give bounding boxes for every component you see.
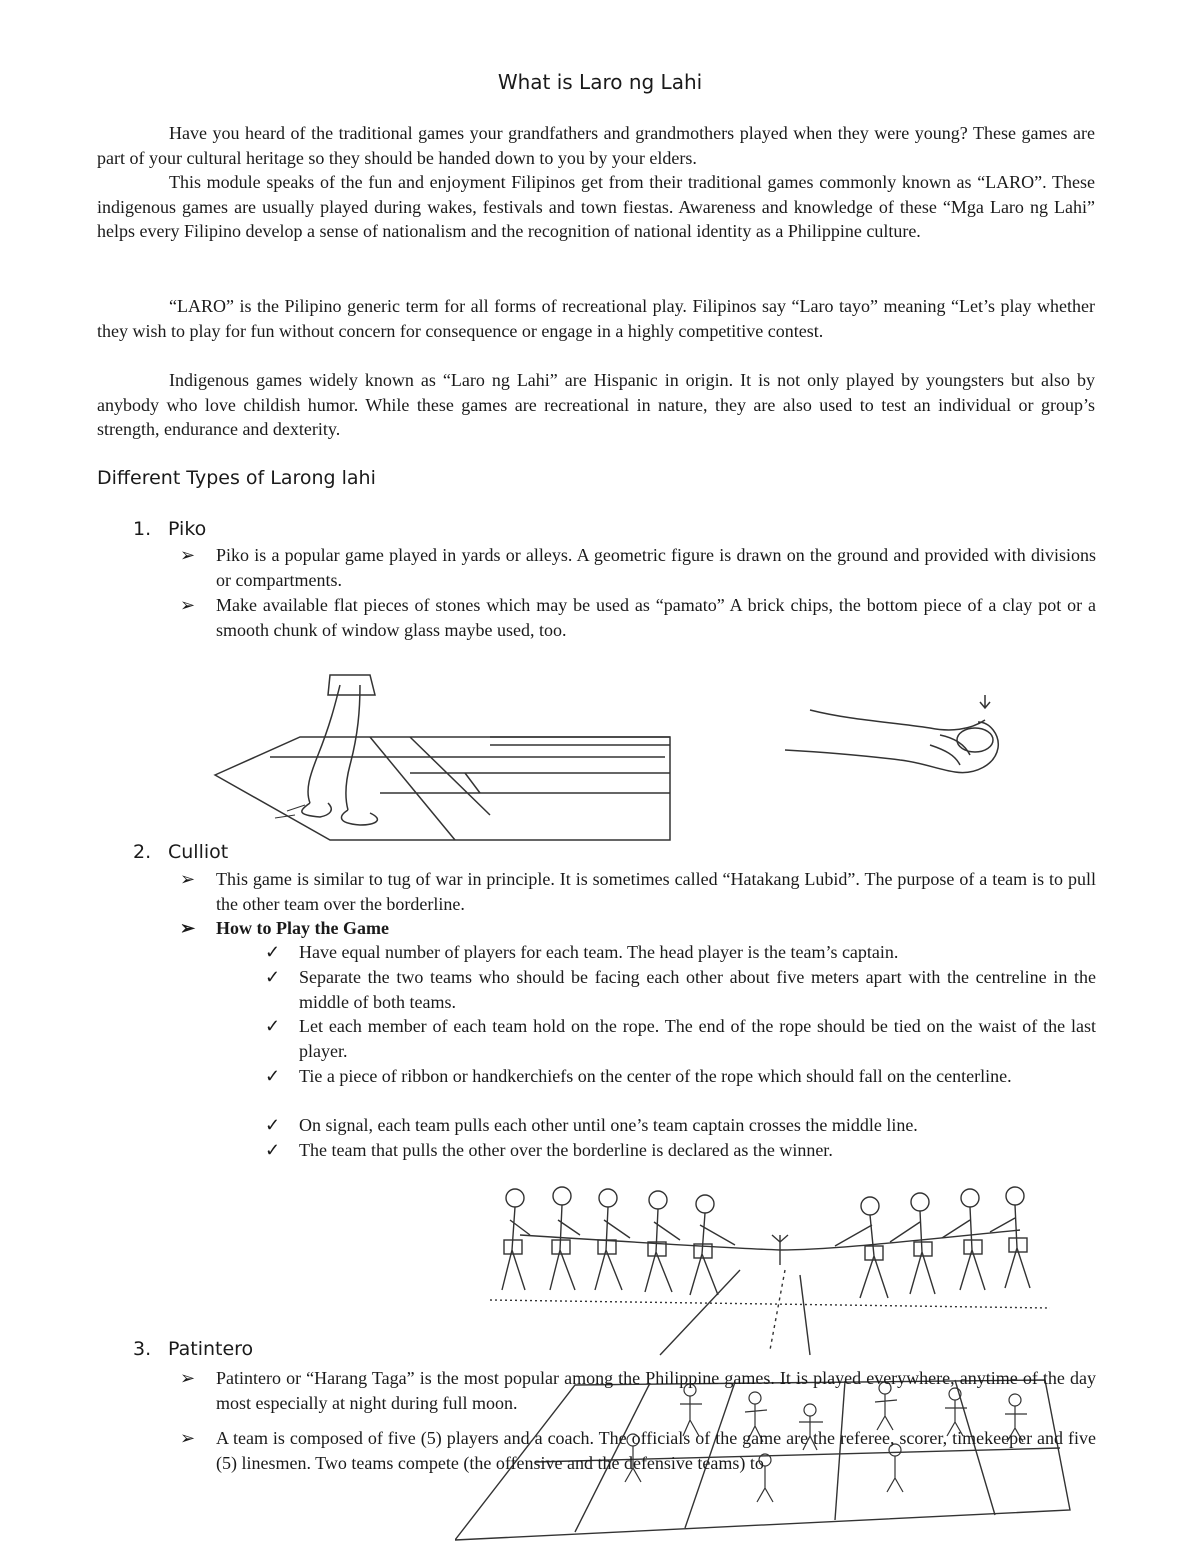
list-item: ✓ Tie a piece of ribbon or handkerchiefs on the center of the rope which should fall on the centerline. [299,1064,1096,1089]
checkmark-icon: ✓ [265,942,281,962]
game-number: 1. [133,518,152,540]
list-item: ➢ This game is similar to tug of war in principle. It is sometimes called “Hatakang Lubid”. The purpose of a team is to pull the other team over the borderline. [180,869,1096,914]
right-team [835,1187,1030,1298]
game-name: Piko [168,518,207,540]
game-number: 3. [133,1338,152,1360]
arrow-bullet-icon: ➢ [180,918,196,938]
list-item: ✓ Have equal number of players for each team. The head player is the team’s captain. [299,940,1096,965]
list-item: ✓ Let each member of each team hold on the rope. The end of the rope should be tied on the waist of the last player. [265,1016,1096,1061]
arrow-bullet-icon: ➢ [180,595,196,615]
list-item: ➢ Make available flat pieces of stones which may be used as “pamato” A brick chips, the bottom piece of a clay pot or a smooth chunk of window glass maybe used, too. [180,595,1096,640]
hand-stone-illustration [780,690,1080,840]
list-item: ✓ On signal, each team pulls each other until one’s team captain crosses the middle line. [299,1113,1096,1138]
list-item: ➢ A team is composed of five (5) players and a coach. The officials of the game are the referee, scorer, timekeeper and five (5) linesmen. Two teams compete (the offensive and the defensive teams) to [180,1428,1096,1473]
checkmark-icon: ✓ [265,1115,281,1135]
game-number: 2. [133,841,152,863]
arrow-bullet-icon: ➢ [180,1428,196,1448]
page-title: What is Laro ng Lahi [497,70,703,94]
piko-court-illustration [210,665,680,845]
intro-paragraph-2: This module speaks of the fun and enjoyment Filipinos get from their traditional games commonly known as “LARO”. These indigenous games are usually played during wakes, festivals and town fiestas. Awareness and knowledge of these “Mga Laro ng Lahi” helps every Filipino develop a sense of nationalism and the recognition of national identity as a Philippine culture. [97,172,1095,241]
checkmark-icon: ✓ [265,967,281,987]
how-to-play-heading: ➢ How to Play the Game [216,916,1096,941]
checkmark-icon: ✓ [265,1066,281,1086]
checkmark-icon: ✓ [265,1016,281,1036]
arrow-bullet-icon: ➢ [180,1368,196,1388]
checkmark-icon: ✓ [265,1140,281,1160]
intro-paragraph-1: Have you heard of the traditional games your grandfathers and grandmothers played when they were young? These games are part of your cultural heritage so they should be handed down to you by your elders. [97,123,1095,168]
list-item: ✓ The team that pulls the other over the borderline is declared as the winner. [299,1138,1096,1163]
arrow-bullet-icon: ➢ [180,869,196,889]
arrow-bullet-icon: ➢ [180,545,196,565]
list-item: ➢ Patintero or “Harang Taga” is the most popular among the Philippine games. It is played everywhere, anytime of the day most especially at night during full moon. [180,1368,1096,1413]
list-item: ✓ Separate the two teams who should be facing each other about five meters apart with the centreline in the middle of both teams. [265,967,1096,1012]
game-name: Patintero [168,1338,254,1360]
intro-paragraph-3: “LARO” is the Pilipino generic term for all forms of recreational play. Filipinos say “Laro tayo” meaning “Let’s play whether they wish to play for fun without concern for consequence or engage in a highly competitive contest. [97,296,1095,341]
intro-paragraph-4: Indigenous games widely known as “Laro ng Lahi” are Hispanic in origin. It is not only played by youngsters but also by anybody who love childish humor. While these games are recreational in nature, they are also used to test an individual or group’s strength, endurance and dexterity. [97,370,1095,439]
list-item: ➢ Piko is a popular game played in yards or alleys. A geometric figure is drawn on the ground and provided with divisions or compartments. [180,545,1096,590]
tug-of-war-illustration [480,1180,1060,1360]
section-heading: Different Types of Larong lahi [97,467,376,489]
game-name: Culliot [168,841,229,863]
